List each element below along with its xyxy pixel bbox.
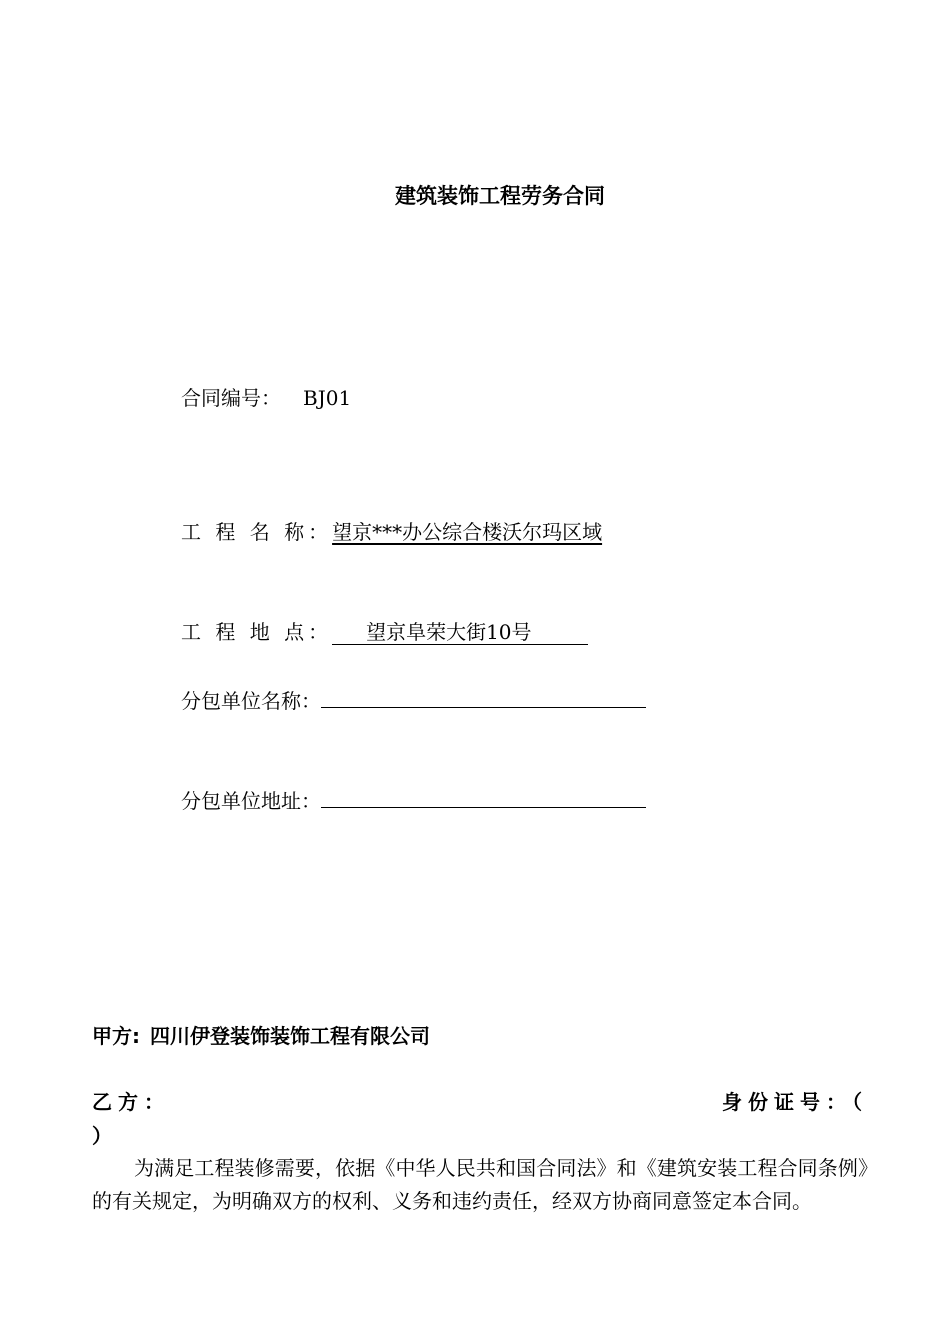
subcontractor-address-label: 分包单位地址： <box>181 789 321 813</box>
project-name-label: 工 程 名 称： <box>181 520 333 544</box>
project-location-value: 望京阜荣大街10号 <box>332 620 587 645</box>
party-a-row <box>92 1020 430 1049</box>
party-b-id-close: ） <box>92 1124 112 1148</box>
project-location-row <box>181 617 588 647</box>
project-name-row <box>181 517 602 547</box>
subcontractor-address-blank <box>321 785 646 808</box>
subcontractor-name-label: 分包单位名称： <box>181 689 321 713</box>
party-b-id-label: 身份证号：（ <box>722 1090 868 1114</box>
intro-paragraph: 为满足工程装修需要，依据《中华人民共和国合同法》和《建筑安装工程合同条例》的有关规定，为明确双方的权利、义务和违约责任，经双方协商同意签定本合同。 <box>92 1156 868 1213</box>
party-b-label: 乙方： <box>92 1090 170 1114</box>
contract-number-label: 合同编号： <box>181 386 281 410</box>
project-location-label: 工 程 地 点： <box>181 620 333 644</box>
project-name-value: 望京***办公综合楼沃尔玛区域 <box>332 520 603 544</box>
party-b-row <box>92 1086 868 1118</box>
party-a-value: 四川伊登装饰装饰工程有限公司 <box>150 1024 430 1048</box>
subcontractor-address-row <box>181 785 646 816</box>
document-title: 建筑装饰工程劳务合同 <box>395 184 605 208</box>
party-a-label: 甲方: <box>92 1024 140 1048</box>
subcontractor-name-blank <box>321 685 646 708</box>
subcontractor-name-row <box>181 685 646 716</box>
contract-number-row <box>181 383 351 413</box>
contract-number-value: BJ01 <box>303 386 352 410</box>
